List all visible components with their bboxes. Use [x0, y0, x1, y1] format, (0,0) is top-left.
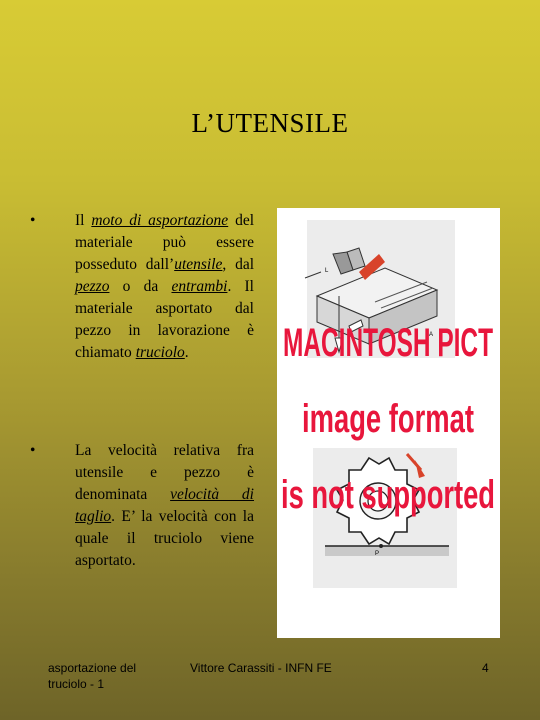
bullet-item	[28, 440, 254, 572]
term-link: moto di asportazione	[91, 212, 229, 229]
tool-label: L	[325, 268, 329, 274]
text: La velocità relativa fra utensile e pezzo è denominata	[75, 442, 254, 503]
term-link: velocità di taglio	[75, 486, 254, 525]
text: . E’ la velocità con la quale il truciolo viene asportato.	[75, 508, 254, 569]
text: . Il materiale asportato dal pezzo in lavorazione è chiamato	[75, 278, 254, 361]
bullet-list	[28, 210, 254, 572]
a-label: A	[429, 332, 434, 338]
bullet-icon: •	[30, 212, 36, 229]
term-link: truciolo	[135, 344, 185, 361]
unsupported-image-line1: MACINTOSH PICT	[283, 321, 493, 365]
milling-illustration	[313, 448, 457, 588]
footer-author: Vittore Carassiti - INFN FE	[190, 661, 332, 675]
unsupported-image-line2: image format	[302, 397, 474, 441]
part-label: P	[325, 330, 330, 336]
footer-slide-name: asportazione del truciolo - 1	[48, 661, 137, 691]
term-link: utensile	[174, 256, 223, 273]
text: o da	[109, 278, 172, 295]
text: , dal	[222, 256, 254, 273]
figure-panel	[277, 208, 500, 638]
figure-illustration	[277, 208, 500, 638]
text: .	[184, 344, 189, 361]
page-number: 4	[482, 661, 489, 675]
term-link: entrambi	[171, 278, 228, 295]
text: Il	[75, 212, 92, 229]
cut-point-label: P	[375, 551, 380, 557]
text: del materiale può essere posseduto dall’	[75, 212, 254, 273]
bullet-icon: •	[30, 442, 36, 459]
unsupported-image-line3: is not supported	[281, 473, 495, 517]
bullet-item	[28, 210, 254, 364]
term-link: pezzo	[75, 278, 110, 295]
slide-title: L’UTENSILE	[191, 108, 349, 138]
